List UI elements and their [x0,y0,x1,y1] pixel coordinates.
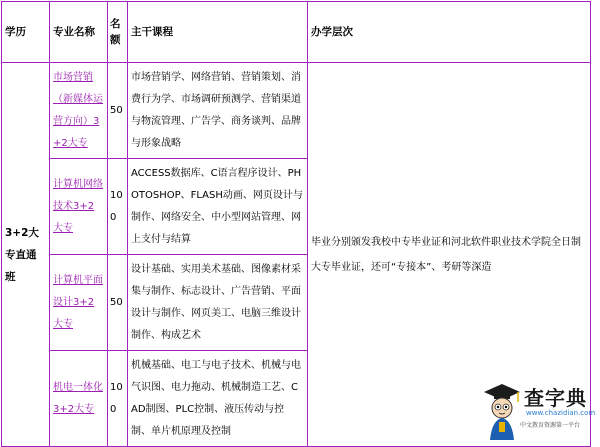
major-cell [50,255,108,351]
logo-slogan: 中文教育资源第一平台 [520,422,581,429]
quota-cell: 50 [108,255,128,351]
row-label-program: 3+2大专直通班 [2,63,50,447]
quota-cell: 100 [108,159,128,255]
major-link-marketing[interactable]: 市场营销（新媒体运营方向）3+2大专 [53,71,103,149]
courses-cell: 机械基础、电工与电子技术、机械与电气识图、电力拖动、机械制造工艺、CAD制图、PLC控制、液压传动与控制、单片机原理及控制 [128,351,308,447]
major-cell [50,351,108,447]
courses-cell: 市场营销学、网络营销、营销策划、消费行为学、市场调研预测学、营销渠道与物流管理、广告学、商务谈判、品牌与形象战略 [128,63,308,159]
level-description: 毕业分别颁发我校中专毕业证和河北软件职业技术学院全日制大专毕业证，还可“专接本”、考研等深造 [308,63,591,447]
header-quota: 名额 [108,2,128,63]
logo-url: www.chazidian.com [526,409,596,417]
header-courses: 主干课程 [128,2,308,63]
major-cell [50,63,108,159]
major-cell [50,159,108,255]
header-level: 办学层次 [308,2,591,63]
major-link-network[interactable]: 计算机网络技术3+2大专 [53,178,103,234]
logo-title: 查字典 [524,386,587,410]
courses-cell: 设计基础、实用美术基础、图像素材采集与制作、标志设计、广告营销、平面设计与制作、网页美工、电脑三维设计制作、构成艺术 [128,255,308,351]
quota-cell: 50 [108,63,128,159]
major-link-graphic-design[interactable]: 计算机平面设计3+2大专 [53,274,103,330]
courses-cell: ACCESS数据库、C语言程序设计、PHOTOSHOP、FLASH动画、网页设计与制作、网络安全、中小型网站管理、网上支付与结算 [128,159,308,255]
graduate-mascot-icon [480,378,524,444]
major-link-mechatronics[interactable]: 机电一体化3+2大专 [53,381,103,415]
header-row [2,2,591,63]
chazidian-logo [480,376,598,446]
quota-cell: 100 [108,351,128,447]
header-major: 专业名称 [50,2,108,63]
table-row [2,63,591,159]
header-education: 学历 [2,2,50,63]
